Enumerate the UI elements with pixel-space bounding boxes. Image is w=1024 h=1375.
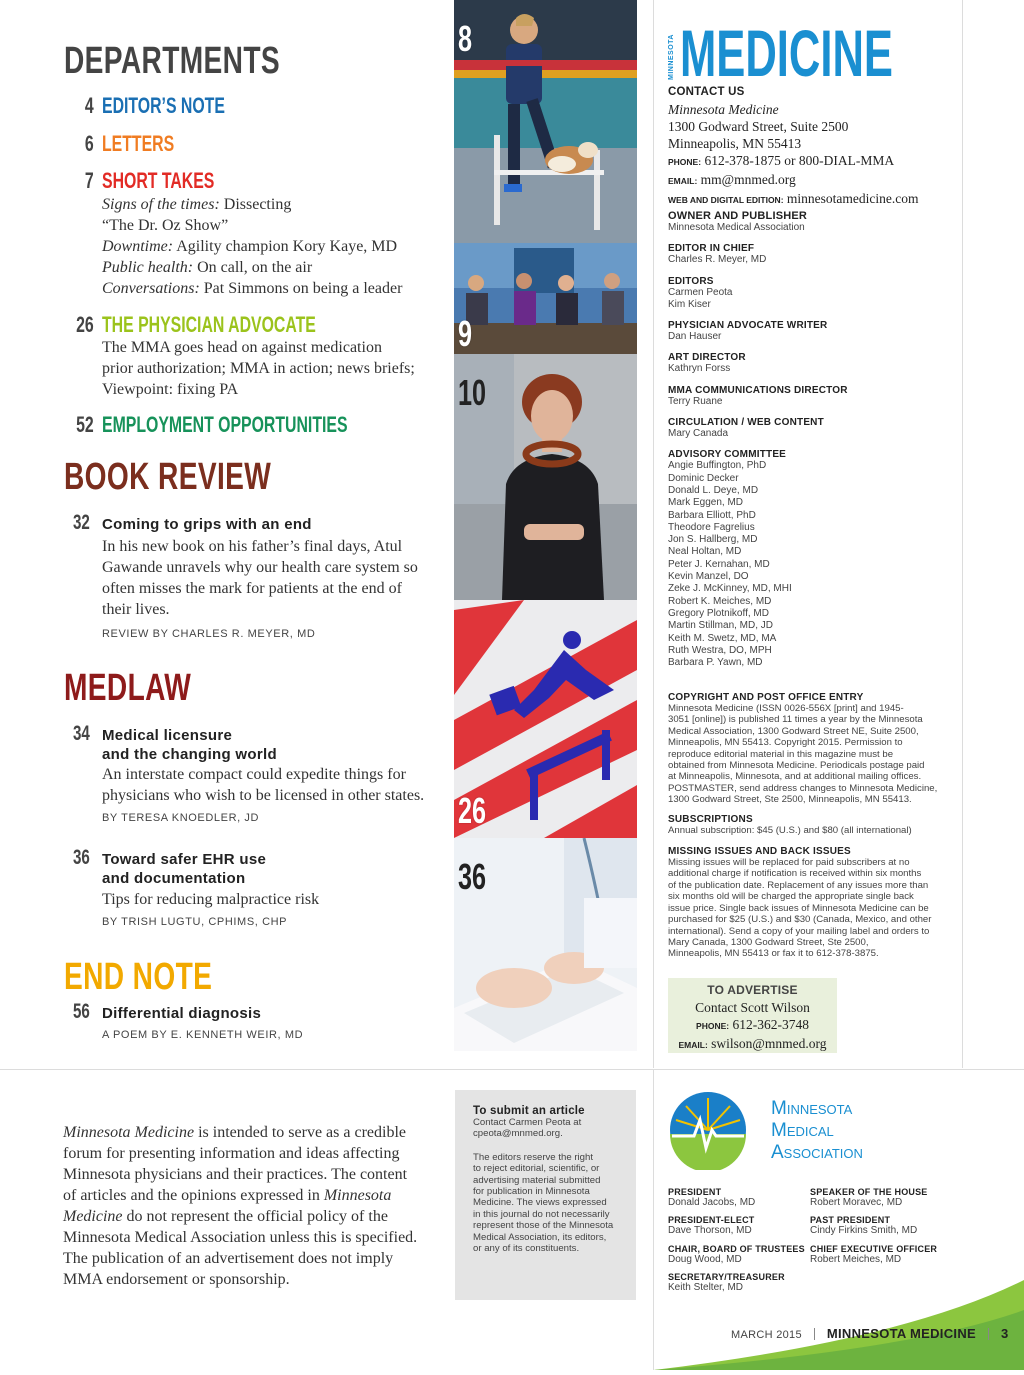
medlaw-heading: MEDLAW bbox=[64, 667, 192, 709]
dept-title: LETTERS bbox=[102, 131, 175, 156]
submit-heading: To submit an article bbox=[473, 1105, 585, 1117]
book-review-num: 32 bbox=[73, 511, 90, 534]
dept-title: EMPLOYMENT OPPORTUNITIES bbox=[102, 412, 348, 437]
short-take-line: Signs of the times: Dissecting bbox=[102, 196, 292, 213]
short-takes-list bbox=[102, 194, 402, 299]
mma-name: Minnesota Medical Association bbox=[771, 1098, 863, 1163]
officers-right: SPEAKER OF THE HOUSE Robert Moravec, MD PAST PRESIDENT Cindy Firkins Smith, MD CHIEF EXECUTIVE OFFICER Robert Meiches, MD bbox=[810, 1187, 938, 1265]
book-review-summary: In his new book on his father’s final days, Atul Gawande unravels why our health care system so often misses the mark for patients at the end of their lives. bbox=[102, 538, 418, 618]
medlaw-article-title[interactable]: Toward safer EHR use and documentation bbox=[102, 851, 267, 887]
dept-editors-note[interactable] bbox=[75, 93, 225, 118]
advocate-summary: The MMA goes head on against medication prior authorization; MMA in action; news briefs; Viewpoint: fixing PA bbox=[102, 339, 415, 398]
medlaw-article-num: 36 bbox=[73, 846, 90, 869]
dept-physician-advocate[interactable] bbox=[75, 312, 316, 337]
advertise-contact: Contact Scott Wilson bbox=[695, 1000, 810, 1015]
short-take-line: “The Dr. Oz Show” bbox=[102, 217, 229, 234]
book-review-title[interactable]: Coming to grips with an end bbox=[102, 516, 312, 533]
photo-dr-oz-show bbox=[454, 243, 637, 354]
end-note-heading: END NOTE bbox=[64, 956, 213, 998]
dept-letters[interactable] bbox=[75, 131, 175, 156]
advertise-box: TO ADVERTISE Contact Scott Wilson PHONE: 612-362-3748 EMAIL: swilson@mnmed.org bbox=[668, 978, 837, 1053]
photo-number: 9 bbox=[458, 313, 473, 354]
masthead-staff: OWNER AND PUBLISHER Minnesota Medical Association EDITOR IN CHIEF Charles R. Meyer, MD EDITORS Carmen Peota Kim Kiser PHYSICIAN ADVOCATE WRITER Dan Hauser ART DIRECTOR Kathryn Forss MMA COMMUNICATIONS DIRECTOR Terry Ruane CIRCULATION / WEB CONTENT Mary Canada ADVISORY COMMITTEE Angie Buffington, PhD Dominic Decker Donald L. Deye, MD Mark Eggen, MD Barbara Elliott, PhD Theodore Fagrelius Jon S. Hallberg, MD Neal Holtan, MD Peter J. Kernahan, MD Kevin Manzel, DO Zeke J. McKinney, MD, MHI Robert K. Meiches, MD Gregory Plotnikoff, MD Martin Stillman, MD, JD Keith M. Swetz, MD, MA Ruth Westra, DO, MPH Barbara P. Yawn, MD bbox=[668, 210, 848, 669]
short-take-line: Conversations: Pat Simmons on being a leader bbox=[102, 280, 403, 297]
photo-pat-simmons bbox=[454, 354, 637, 600]
short-take-line: Public health: On call, on the air bbox=[102, 259, 313, 276]
submit-email[interactable]: cpeota@mnmed.org. bbox=[473, 1128, 563, 1140]
dept-short-takes[interactable] bbox=[75, 168, 215, 193]
email-link[interactable]: mm@mnmed.org bbox=[700, 172, 796, 187]
officers-left: PRESIDENT Donald Jacobs, MD PRESIDENT-ELECT Dave Thorson, MD CHAIR, BOARD OF TRUSTEES Doug Wood, MD SECRETARY/TREASURER Keith Stelter, MD bbox=[668, 1187, 805, 1293]
medlaw-article-summary: An interstate compact could expedite things for physicians who wish to be licensed in other states. bbox=[102, 766, 425, 804]
dept-num: 6 bbox=[84, 131, 94, 156]
medlaw-article-num: 34 bbox=[73, 722, 90, 745]
short-take-line: Downtime: Agility champion Kory Kaye, MD bbox=[102, 238, 398, 255]
dept-num: 26 bbox=[76, 312, 94, 337]
page-footer bbox=[731, 1325, 1008, 1343]
dept-num: 52 bbox=[76, 412, 94, 437]
masthead-contact: CONTACT US Minnesota Medicine 1300 Godward Street, Suite 2500 Minneapolis, MN 55413 PHONE: 612-378-1875 or 800-DIAL-MMA EMAIL: mm@mnmed.org WEB AND DIGITAL EDITION: minnesotamedicine.com bbox=[668, 86, 919, 206]
departments-heading: DEPARTMENTS bbox=[64, 40, 281, 82]
footer-title: MINNESOTA MEDICINE bbox=[826, 1326, 976, 1341]
end-note-byline: A POEM BY E. KENNETH WEIR, MD bbox=[102, 1029, 304, 1041]
book-review-byline: REVIEW BY CHARLES R. MEYER, MD bbox=[102, 628, 316, 640]
dept-title: EDITOR’S NOTE bbox=[102, 93, 225, 118]
submit-article-box: To submit an article Contact Carmen Peota at cpeota@mnmed.org. The editors reserve the right to reject editorial, scientific, or advertising material submitted for publication in Minnesota Medicine. The views expressed in this journal do not necessarily represent those of the Minnesota Medical Association, its editors, or any of its constituents. bbox=[455, 1090, 636, 1300]
end-note-title[interactable]: Differential diagnosis bbox=[102, 1005, 262, 1022]
dept-title: SHORT TAKES bbox=[102, 168, 215, 193]
photo-agility-champion bbox=[454, 0, 637, 243]
masthead-legal: COPYRIGHT AND POST OFFICE ENTRY Minnesota Medicine (ISSN 0026-556X [print] and 1945- 3051 [online]) is published 11 times a year by the Minnesota Medical Association, 1300 Godward Street NE, Suite 2500, Minneapolis, MN 55413. Copyright 2015. Permission to reproduce editorial material in this magazine must be obtained from Minnesota Medicine. Periodicals postage paid at Minneapolis, Minnesota, and at additional mailing offices. POSTMASTER, send address changes to Minnesota Medicine, 1300 Godward Street, Ste 2500, Minneapolis, MN 55413. SUBSCRIPTIONS Annual subscription: $45 (U.S.) and $80 (all international) MISSING ISSUES AND BACK ISSUES Missing issues will be replaced for paid subscribers at no additional charge if notification is received within six months of the publication date. Replacement of any issues more than six months old will be charged the appropriate single back issue price. Single back issues of Minnesota Medicine can be purchased for $25 (U.S.) and $30 (Canada, Mexico, and other international). Send a copy of your mailing label and orders to Mary Canada, 1300 Godward Street, Ste 2500, Minneapolis, MN 55413 or fax it to 612-378-3875. bbox=[668, 692, 938, 960]
photo-hurdle-illustration bbox=[454, 600, 637, 838]
dept-title: THE PHYSICIAN ADVOCATE bbox=[102, 312, 316, 337]
green-corner-decoration bbox=[654, 1270, 1024, 1370]
medlaw-article-byline: BY TRISH LUGTU, CPHIMS, CHP bbox=[102, 916, 288, 928]
web-link[interactable]: minnesotamedicine.com bbox=[786, 191, 919, 206]
photo-ehr-keyboard bbox=[454, 838, 637, 1051]
medlaw-article-title[interactable]: Medical licensure and the changing world bbox=[102, 727, 277, 763]
tv-panel-illustration bbox=[454, 243, 637, 354]
book-review-heading: BOOK REVIEW bbox=[64, 456, 272, 498]
dept-num: 4 bbox=[84, 93, 94, 118]
photo-number: 10 bbox=[458, 372, 487, 413]
end-note-num: 56 bbox=[73, 1000, 90, 1023]
medlaw-article-summary: Tips for reducing malpractice risk bbox=[102, 891, 320, 908]
masthead-brand-small: MINNESOTA bbox=[668, 34, 675, 80]
phone-value[interactable]: 612-378-1875 or 800-DIAL-MMA bbox=[704, 153, 895, 168]
photo-number: 8 bbox=[458, 18, 473, 59]
masthead-logo: MEDICINE bbox=[680, 16, 893, 90]
footer-date: MARCH 2015 bbox=[731, 1329, 802, 1341]
agility-illustration bbox=[454, 0, 637, 243]
advertise-heading: TO ADVERTISE bbox=[707, 983, 798, 997]
mma-logo-icon bbox=[668, 1090, 748, 1170]
medlaw-article-byline: BY TERESA KNOEDLER, JD bbox=[102, 812, 260, 824]
photo-number: 36 bbox=[458, 856, 487, 897]
advertise-email[interactable]: swilson@mnmed.org bbox=[711, 1036, 827, 1051]
editorial-statement: Minnesota Medicine is intended to serve as a credible forum for presenting information and ideas affecting Minnesota physicians and their practices. The content of articles and the opinions expressed in Minnesota Medicine do not represent the official policy of the Minnesota Medical Association unless this is specified. The publication of an advertisement does not imply MMA endorsement or sponsorship. bbox=[63, 1124, 418, 1288]
dept-num: 7 bbox=[84, 168, 94, 193]
photo-number: 26 bbox=[458, 790, 487, 831]
dept-employment[interactable] bbox=[75, 412, 348, 437]
footer-page-number: 3 bbox=[1000, 1326, 1009, 1341]
advertise-phone[interactable]: 612-362-3748 bbox=[732, 1017, 809, 1032]
